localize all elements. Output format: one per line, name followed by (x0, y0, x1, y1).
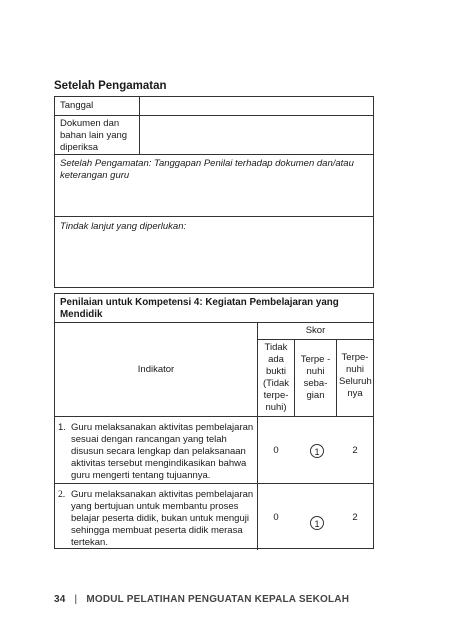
tidak-terpenuhi-header: Tidak ada bukti (Tidak terpe-nuhi) (262, 342, 290, 413)
indikator-header: Indikator (137, 364, 175, 375)
row-divider (55, 115, 373, 116)
indikator-number: 2. (58, 490, 66, 500)
score-zero: 0 (273, 445, 279, 456)
terpenuhi-seluruhnya-header: Terpe-nuhi Seluruh nya (339, 352, 372, 399)
tanggapan-label: Setelah Pengamatan: Tanggapan Penilai terhadap dokumen dan/atau keterangan guru (60, 158, 354, 181)
skor-header: Skor (305, 325, 326, 336)
score-two: 2 (352, 445, 358, 456)
page-footer (54, 594, 349, 605)
row-divider (55, 416, 373, 417)
column-divider (294, 339, 295, 416)
module-title: MODUL PELATIHAN PENGUATAN KEPALA SEKOLAH (86, 594, 350, 605)
dokumen-label: Dokumen dan bahan lain yang diperiksa (60, 118, 128, 153)
section-title: Setelah Pengamatan (54, 80, 167, 92)
indikator-number: 1. (58, 422, 66, 433)
column-divider (336, 339, 337, 416)
label-column-divider (139, 97, 140, 154)
indikator-text: Guru melaksanakan aktivitas pembelajaran sesuai dengan rancangan yang telah disusun secara lengkap dan pelaksanaan aktivitas tersebut mengindikasikan bahwa guru mengerti tentang tujuannya. (71, 422, 254, 481)
terpenuhi-sebagian-header: Terpe -nuhi seba-gian (300, 354, 331, 401)
indikator-text: Guru melaksanakan aktivitas pembelajaran yang bertujuan untuk membantu proses belajar peserta didik, bukan untuk menguji sehingga membuat peserta didik merasa tertekan. (71, 489, 254, 548)
kompetensi-table (54, 293, 374, 549)
score-zero: 0 (273, 512, 279, 523)
kompetensi-heading: Penilaian untuk Kompetensi 4: Kegiatan Pembelajaran yang Mendidik (60, 297, 339, 320)
tindak-lanjut-label: Tindak lanjut yang diperlukan: (60, 221, 187, 232)
row-divider (55, 154, 373, 155)
row-divider (55, 322, 373, 323)
observation-table (54, 96, 374, 288)
score-one: 1 (314, 519, 320, 529)
footer-separator: | (74, 594, 78, 605)
row-divider (257, 339, 373, 340)
row-divider (55, 216, 373, 217)
tanggal-label: Tanggal (60, 100, 94, 111)
row-divider (55, 483, 373, 484)
score-two: 2 (352, 512, 358, 523)
score-one-circled (310, 516, 324, 530)
page-number: 34 (54, 594, 66, 605)
score-one-circled (310, 444, 324, 458)
score-one: 1 (314, 447, 320, 457)
